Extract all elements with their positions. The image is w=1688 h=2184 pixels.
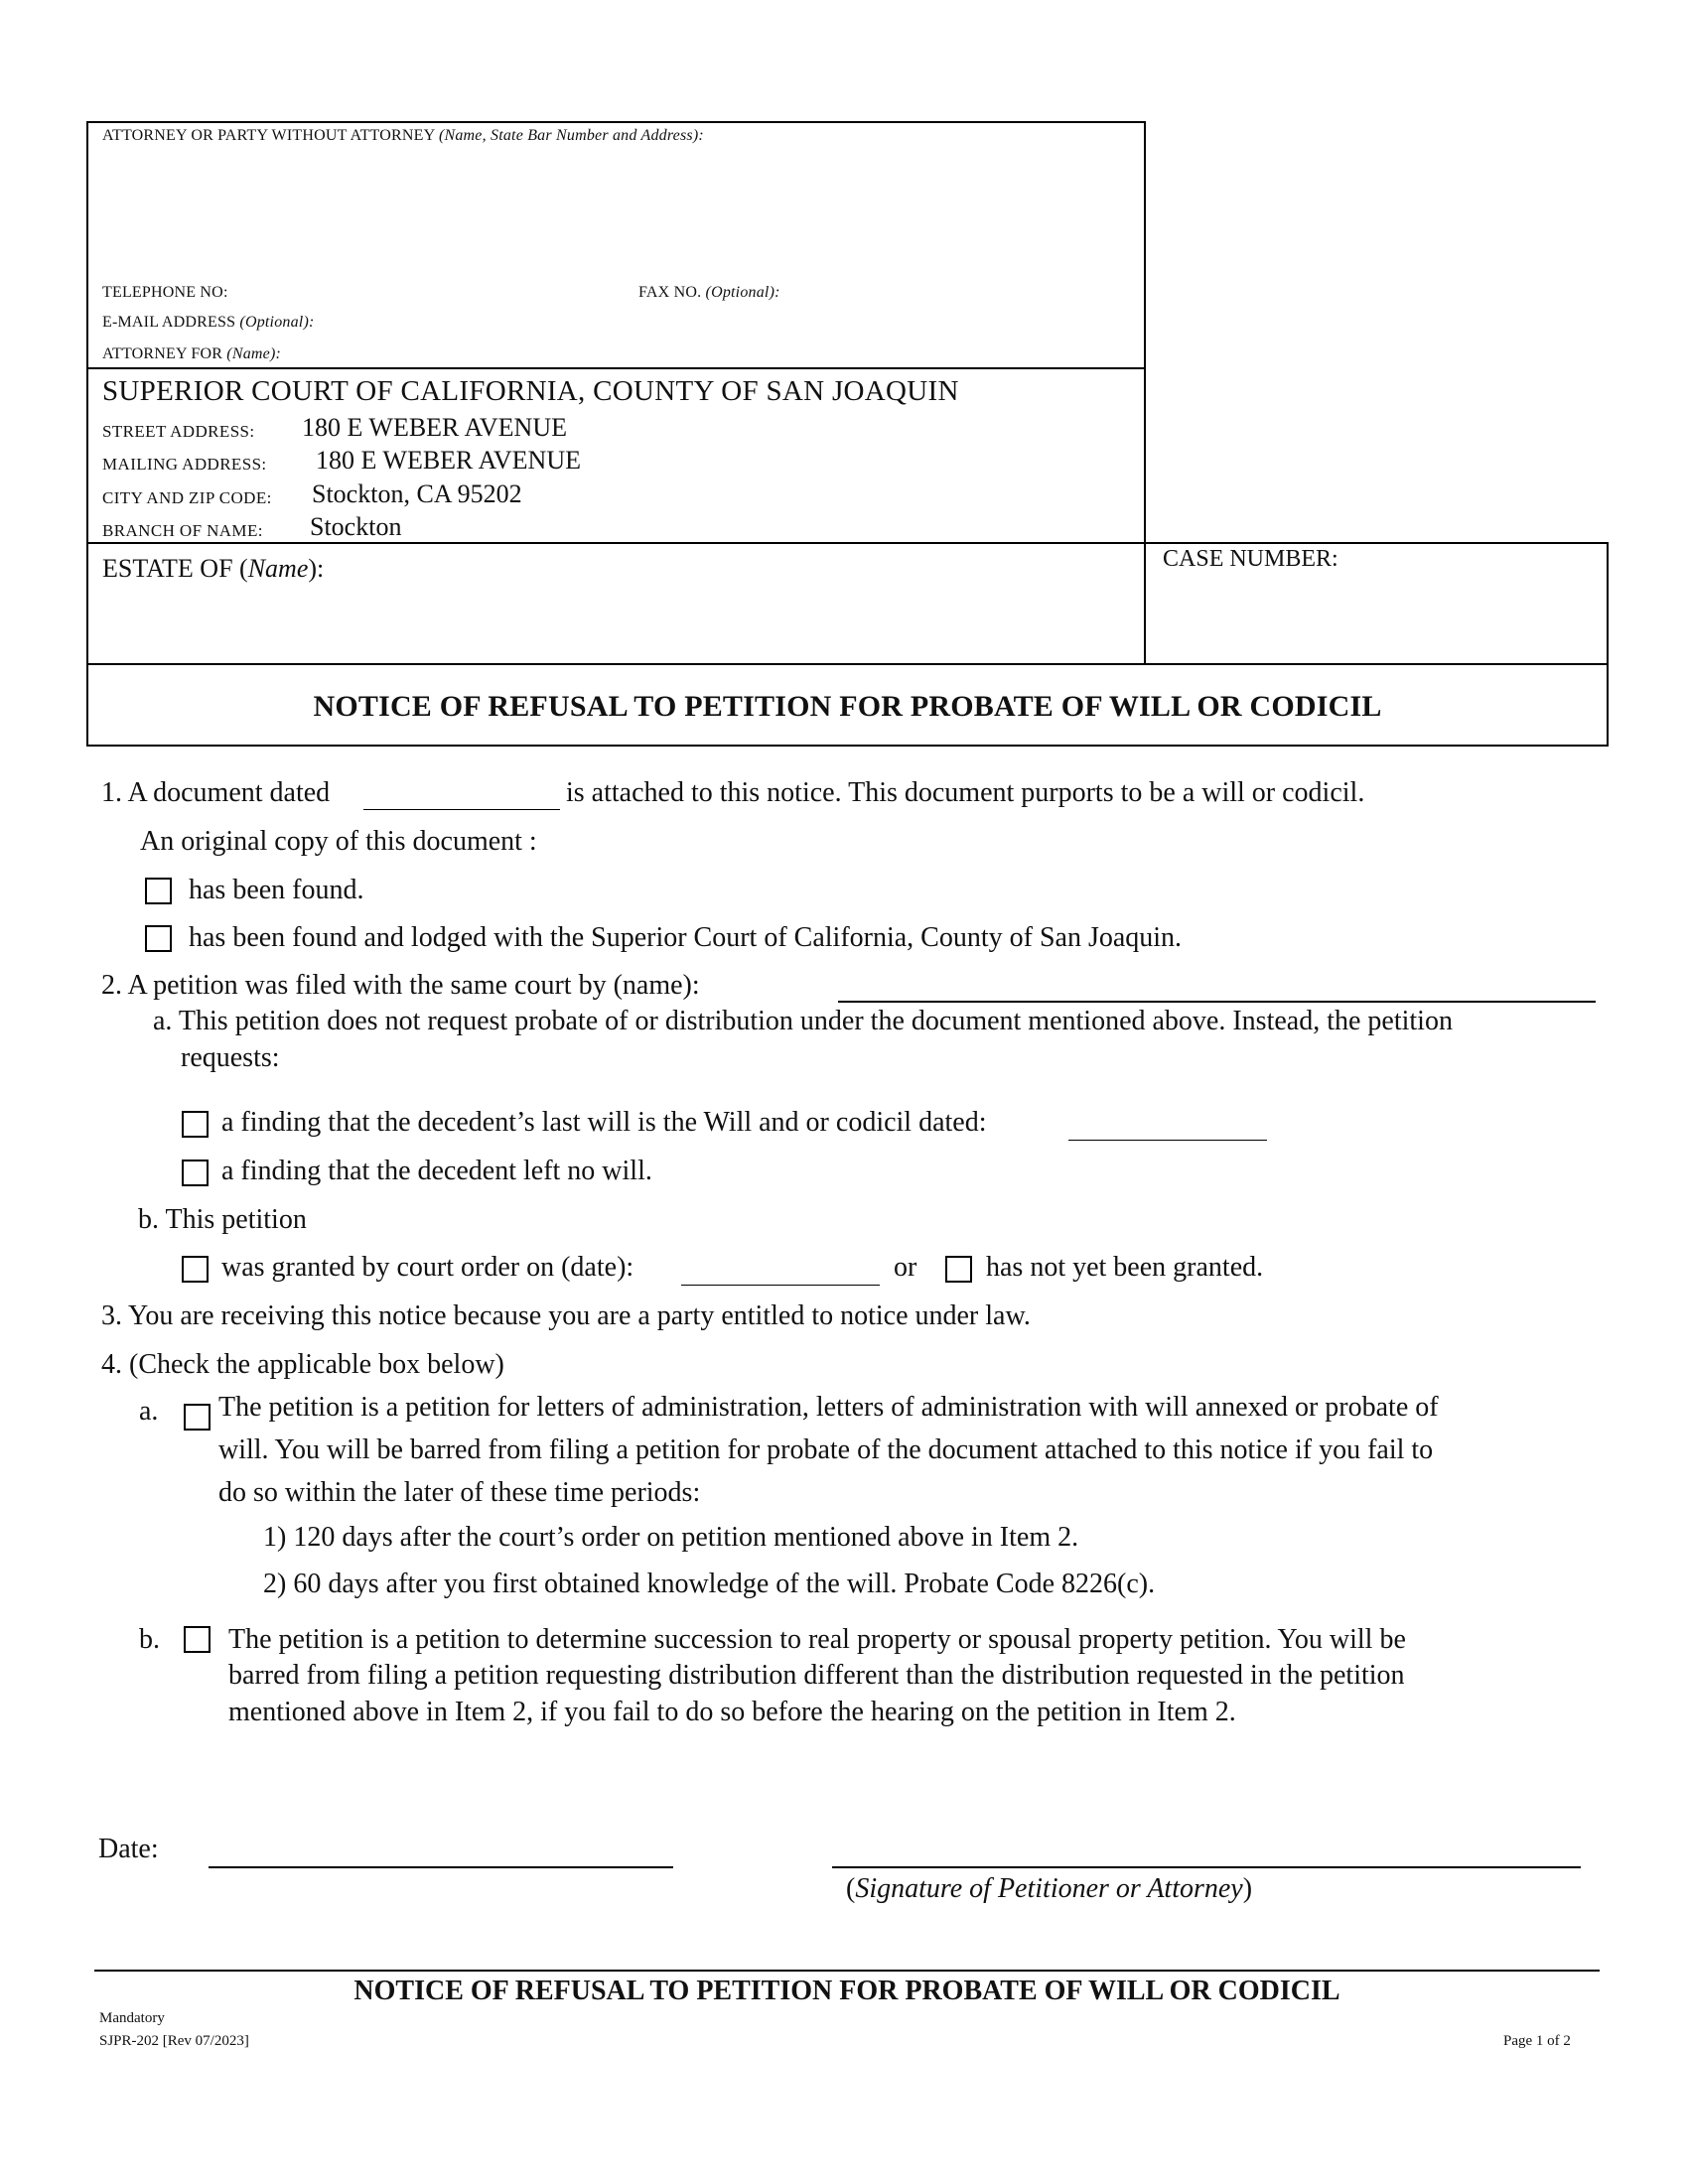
last-will-label: a finding that the decedent’s last will is the Will and or codicil dated: [221,1107,987,1138]
date-line[interactable] [209,1866,673,1868]
no-will-label: a finding that the decedent left no will. [221,1156,652,1186]
signature-line[interactable] [832,1866,1581,1868]
petitioner-name-field[interactable] [838,1001,1596,1003]
item4b-text-1: The petition is a petition to determine succession to real property or spousal property petition. You will be [228,1624,1406,1655]
item2-text: 2. A petition was filed with the same court by (name): [101,970,700,1001]
item4b-letter: b. [139,1624,160,1655]
street-address-label: STREET ADDRESS: [102,422,255,441]
attorney-for-label: ATTORNEY FOR (Name): [102,345,282,362]
form-title: NOTICE OF REFUSAL TO PETITION FOR PROBATE OF WILL OR CODICIL [313,690,1382,723]
item1-original-copy: An original copy of this document : [140,826,537,857]
or-text: or [894,1252,917,1283]
signature-caption: (Signature of Petitioner or Attorney) [846,1873,1253,1904]
branch-label: BRANCH OF NAME: [102,521,263,540]
footer-rule [94,1970,1600,1972]
footer-title: NOTICE OF REFUSAL TO PETITION FOR PROBATE OF WILL OR CODICIL [353,1976,1340,2006]
fax-label: FAX NO. (Optional): [638,284,780,301]
page-number: Page 1 of 2 [1503,2033,1571,2049]
item4a-letter: a. [139,1396,159,1427]
letters-administration-checkbox[interactable] [184,1404,211,1431]
not-granted-label: has not yet been granted. [986,1252,1264,1283]
estate-label: ESTATE OF (Name): [102,554,325,583]
case-number-label: CASE NUMBER: [1163,546,1338,572]
item4b-text-2: barred from filing a petition requesting distribution different than the distribution requested in the petition [228,1660,1405,1691]
item2a-text-1: a. This petition does not request probate of or distribution under the document mentioned above. Instead, the petition [153,1006,1453,1036]
telephone-label: TELEPHONE NO: [102,284,228,301]
item4-text: 4. (Check the applicable box below) [101,1349,504,1380]
date-label: Date: [98,1834,159,1864]
email-label: E-MAIL ADDRESS (Optional): [102,314,315,331]
time-period-2: 2) 60 days after you first obtained knowledge of the will. Probate Code 8226(c). [263,1569,1156,1599]
not-granted-checkbox[interactable] [945,1256,972,1283]
succession-checkbox[interactable] [184,1626,211,1653]
granted-checkbox[interactable] [182,1256,209,1283]
document-date-field[interactable] [363,809,560,810]
granted-date-field[interactable] [681,1285,880,1286]
city-zip-label: CITY AND ZIP CODE: [102,488,272,507]
found-label: has been found. [189,875,364,905]
found-lodged-label: has been found and lodged with the Superior Court of California, County of San Joaquin. [189,922,1183,953]
attorney-label: ATTORNEY OR PARTY WITHOUT ATTORNEY (Name, State Bar Number and Address): [102,127,704,144]
item1-text-b: is attached to this notice. This document purports to be a will or codicil. [566,777,1365,808]
item4a-text-2: will. You will be barred from filing a petition for probate of the document attached to this notice if you fail to [218,1434,1434,1465]
item4a-text-1: The petition is a petition for letters of administration, letters of administration with will annexed or probate of [218,1392,1439,1423]
granted-label: was granted by court order on (date): [221,1252,634,1283]
mailing-address-value: 180 E WEBER AVENUE [316,446,581,475]
branch-value: Stockton [310,512,402,541]
item4a-text-3: do so within the later of these time periods: [218,1477,701,1508]
mailing-address-label: MAILING ADDRESS: [102,455,267,474]
time-period-1: 1) 120 days after the court’s order on petition mentioned above in Item 2. [263,1522,1079,1553]
city-zip-value: Stockton, CA 95202 [312,479,522,508]
found-lodged-checkbox[interactable] [145,925,172,952]
last-will-checkbox[interactable] [182,1111,209,1138]
item2a-text-2: requests: [181,1042,280,1073]
no-will-checkbox[interactable] [182,1160,209,1186]
item4b-text-3: mentioned above in Item 2, if you fail to do so before the hearing on the petition in Item 2. [228,1697,1236,1727]
attorney-box [86,121,1146,369]
court-name: SUPERIOR COURT OF CALIFORNIA, COUNTY OF SAN JOAQUIN [102,375,959,407]
mandatory-label: Mandatory [99,2010,165,2026]
item3-text: 3. You are receiving this notice because you are a party entitled to notice under law. [101,1300,1031,1331]
item1-text-a: 1. A document dated [101,777,331,808]
will-date-field[interactable] [1068,1140,1267,1141]
item2b-text: b. This petition [138,1204,307,1235]
form-id: SJPR-202 [Rev 07/2023] [99,2033,249,2049]
street-address-value: 180 E WEBER AVENUE [302,413,567,442]
found-checkbox[interactable] [145,878,172,904]
